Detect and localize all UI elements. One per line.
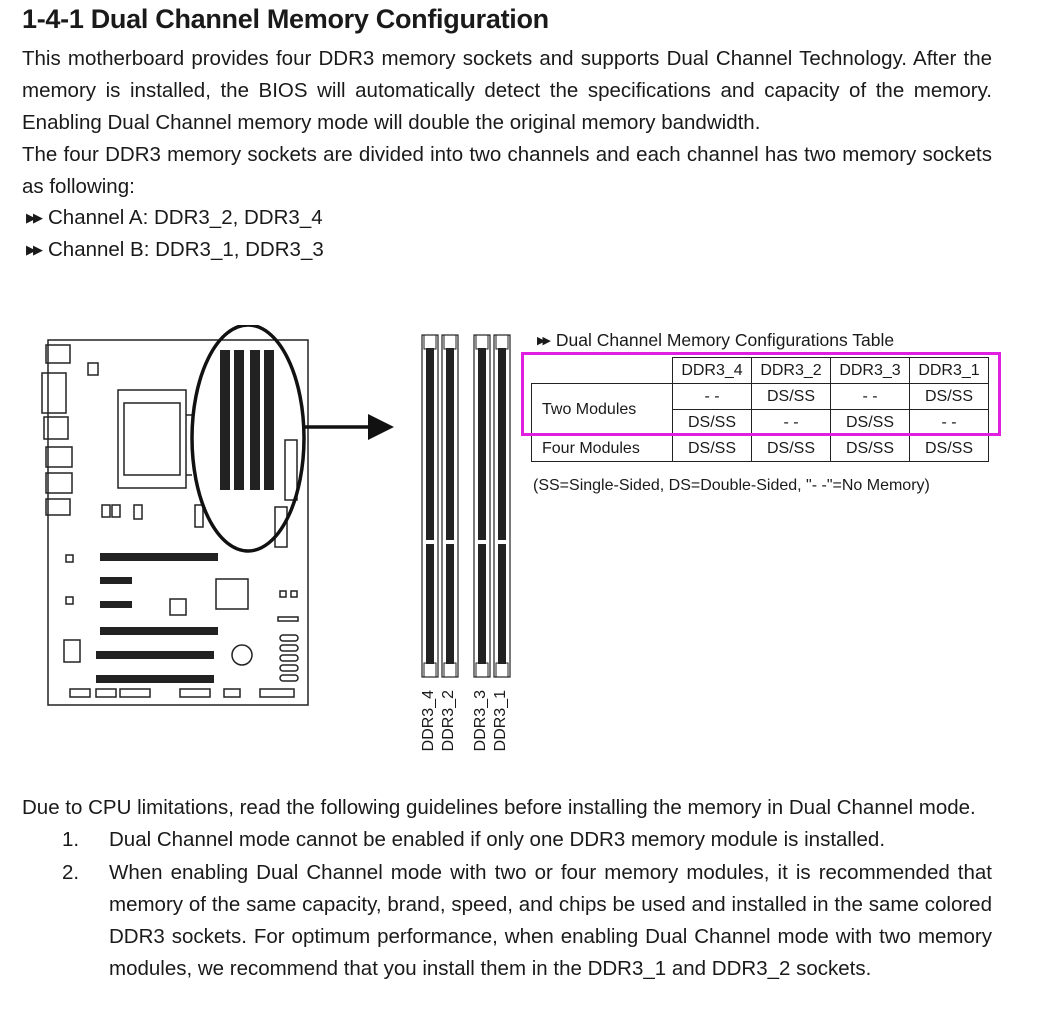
- slot-label-ddr3-1: DDR3_1: [492, 690, 509, 752]
- slot-label-ddr3-2: DDR3_2: [440, 690, 457, 752]
- battery: [232, 645, 252, 665]
- table-title: ▶▶ Dual Channel Memory Configurations Table: [537, 330, 895, 350]
- list-text: When enabling Dual Channel mode with two or four memory modules, it is recommended that memory of the same capacity, brand, speed, and chips be used and installed in the same colored DDR3 sockets. For optimum performance, when enabling Dual Channel mode with two memory modules, we recommend that you install them in the DDR3_1 and DDR3_2 sockets.: [109, 861, 992, 980]
- channel-a-item: ▶▶ Channel A: DDR3_2, DDR3_4: [26, 206, 323, 229]
- table-cell: DS/SS: [910, 436, 989, 462]
- table-cell: - -: [752, 410, 831, 436]
- dimm-slot-ddr3-4: [422, 335, 438, 677]
- dimm-slots-diagram: [415, 330, 525, 690]
- dimm-slot-on-board: [220, 350, 230, 490]
- table-cell: DS/SS: [831, 436, 910, 462]
- pcie-slot: [100, 553, 218, 561]
- table-cell: DS/SS: [752, 384, 831, 410]
- list-text: Dual Channel mode cannot be enabled if only one DDR3 memory module is installed.: [109, 828, 886, 851]
- table-highlight-box: [521, 352, 1001, 436]
- table-cell: DS/SS: [673, 436, 752, 462]
- row-label: Two Modules: [532, 384, 673, 436]
- dimm-slot-ddr3-2: [442, 335, 458, 677]
- table-header-cell: DDR3_1: [910, 358, 989, 384]
- table-cell: DS/SS: [752, 436, 831, 462]
- double-arrow-icon: ▶▶: [26, 242, 40, 257]
- slot-label-ddr3-3: DDR3_3: [472, 690, 489, 752]
- double-arrow-icon: ▶▶: [26, 210, 40, 225]
- arrow-right-icon: [368, 414, 394, 440]
- channel-b-item: ▶▶ Channel B: DDR3_1, DDR3_3: [26, 238, 324, 261]
- table-header-cell: DDR3_4: [673, 358, 752, 384]
- table-header-cell: DDR3_3: [831, 358, 910, 384]
- list-number: 1.: [62, 828, 80, 851]
- intro-paragraph-2: The four DDR3 memory sockets are divided into two channels and each channel has two memory sockets as following:: [22, 143, 992, 198]
- table-cell: - -: [910, 410, 989, 436]
- list-number: 2.: [62, 861, 80, 884]
- table-cell: - -: [831, 384, 910, 410]
- row-label: Four Modules: [532, 436, 673, 462]
- table-cell: DS/SS: [831, 410, 910, 436]
- cpu-socket: [118, 390, 186, 488]
- chipset: [216, 579, 248, 609]
- page-title: 1-4-1 Dual Channel Memory Configuration: [22, 4, 549, 34]
- dimm-slot-ddr3-1: [494, 335, 510, 677]
- intro-paragraph-1: This motherboard provides four DDR3 memory sockets and supports Dual Channel Technology. After the memory is installed, the BIOS will automatically detect the specifications and capacity of the memory. Enabling Dual Channel memory mode will double the original memory bandwidth.: [22, 47, 992, 134]
- table-header-cell: DDR3_2: [752, 358, 831, 384]
- motherboard-diagram: [40, 325, 420, 710]
- guidelines-intro: Due to CPU limitations, read the following guidelines before installing the memory in Dual Channel mode.: [22, 796, 976, 819]
- table-note: (SS=Single-Sided, DS=Double-Sided, "- -"=No Memory): [533, 477, 930, 494]
- table-row: [532, 436, 989, 462]
- dimm-slot-ddr3-3: [474, 335, 490, 677]
- table-cell: DS/SS: [910, 384, 989, 410]
- table-cell: DS/SS: [673, 410, 752, 436]
- slot-label-ddr3-4: DDR3_4: [420, 690, 437, 752]
- highlight-ellipse: [192, 325, 304, 551]
- double-arrow-icon: ▶▶: [537, 335, 548, 347]
- table-cell: - -: [673, 384, 752, 410]
